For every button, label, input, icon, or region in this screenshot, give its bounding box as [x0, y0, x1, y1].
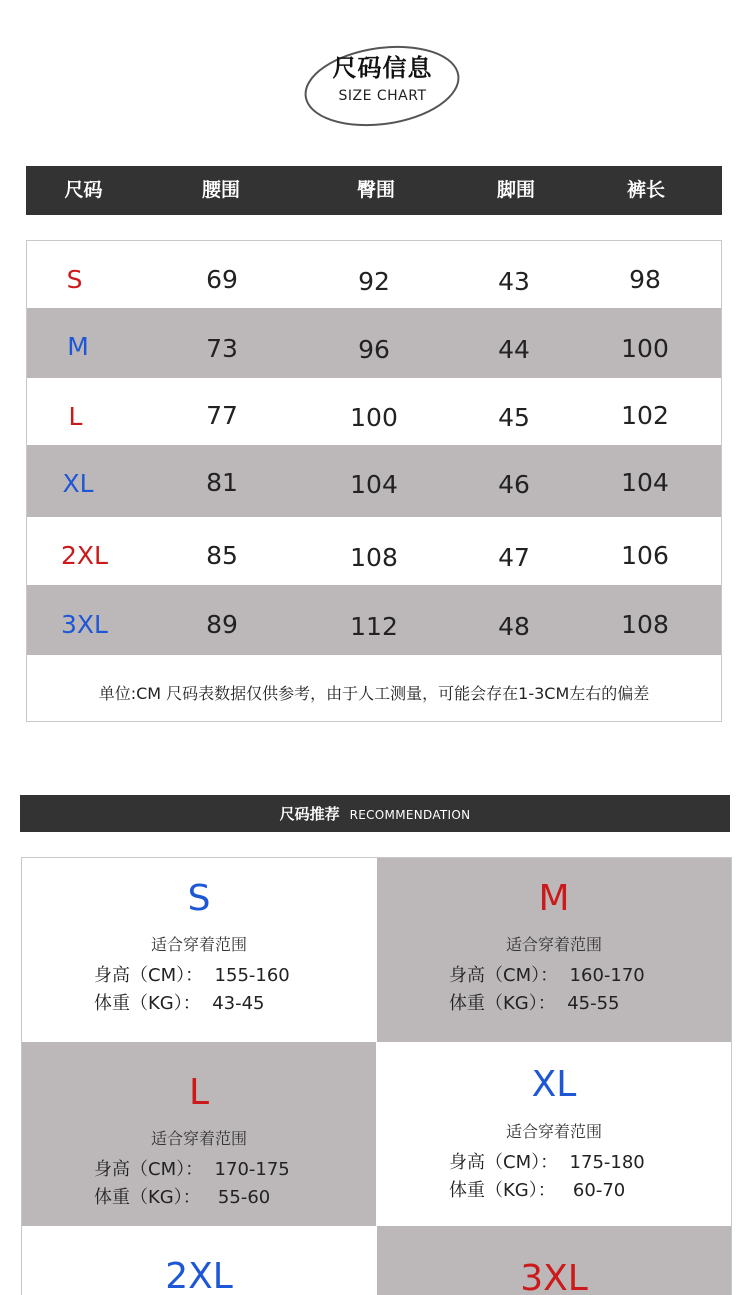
rec-weight: 体重（KG）： 43-45: [94, 993, 265, 1014]
table-row: [27, 517, 721, 585]
rec-height: 身高（CM）： 170-175: [94, 1159, 290, 1180]
rec-range-label: 适合穿着范围: [505, 935, 602, 954]
rec-card-3xl: [377, 1226, 731, 1295]
row-foot: 47: [498, 543, 530, 572]
rec-range-label: 适合穿着范围: [505, 1122, 602, 1141]
row-waist: 69: [206, 265, 238, 294]
row-hip: 104: [350, 470, 398, 499]
rec-weight: 体重（KG）： 45-55: [449, 993, 620, 1014]
recommendation-title-en: RECOMMENDATION: [349, 808, 471, 822]
header-length: 裤长: [626, 179, 665, 201]
row-waist: 73: [206, 334, 238, 363]
row-foot: 46: [498, 470, 530, 499]
row-length: 102: [621, 401, 669, 430]
recommendation-header: [20, 795, 730, 832]
row-hip: 112: [350, 612, 398, 641]
size-chart-title: [300, 40, 465, 130]
row-foot: 44: [498, 335, 530, 364]
row-hip: 100: [350, 403, 398, 432]
title-sub: SIZE CHART: [338, 88, 427, 104]
row-waist: 77: [206, 401, 238, 430]
rec-range-label: 适合穿着范围: [150, 1129, 247, 1148]
row-size: XL: [62, 469, 94, 498]
rec-height: 身高（CM）： 175-180: [449, 1152, 645, 1173]
row-waist: 89: [206, 610, 238, 639]
row-length: 108: [621, 610, 669, 639]
row-foot: 45: [498, 403, 530, 432]
table-row: [27, 585, 721, 655]
rec-weight: 体重（KG）： 55-60: [94, 1187, 271, 1208]
row-hip: 96: [358, 335, 390, 364]
rec-size: S: [187, 878, 211, 919]
row-size: 2XL: [61, 541, 108, 570]
header-foot: 脚围: [496, 179, 535, 201]
row-foot: 48: [498, 612, 530, 641]
rec-size: XL: [531, 1064, 577, 1105]
row-hip: 108: [350, 543, 398, 572]
table-row: [27, 445, 721, 517]
row-length: 98: [629, 265, 661, 294]
rec-size: M: [538, 878, 570, 919]
header-size: 尺码: [64, 179, 103, 201]
rec-size: 3XL: [520, 1258, 588, 1295]
rec-range-label: 适合穿着范围: [150, 935, 247, 954]
table-row: [27, 241, 721, 308]
row-size: 3XL: [61, 610, 108, 639]
table-row: [27, 308, 721, 378]
size-table-header: [26, 166, 722, 215]
rec-card-xl: [377, 1042, 731, 1226]
table-row: [27, 378, 721, 445]
row-length: 106: [621, 541, 669, 570]
rec-card-m: [377, 858, 731, 1042]
row-size: S: [66, 265, 83, 294]
rec-size: L: [188, 1072, 210, 1113]
rec-card-l: [22, 1042, 376, 1226]
row-waist: 85: [206, 541, 238, 570]
rec-size: 2XL: [165, 1256, 233, 1295]
recommendation-title-zh: 尺码推荐: [279, 805, 340, 823]
rec-height: 身高（CM）： 155-160: [94, 965, 290, 986]
row-hip: 92: [358, 267, 390, 296]
row-length: 100: [621, 334, 669, 363]
rec-height: 身高（CM）： 160-170: [449, 965, 645, 986]
row-foot: 43: [498, 267, 530, 296]
header-hip: 臀围: [356, 179, 395, 201]
row-size: L: [68, 402, 83, 431]
rec-card-2xl: [22, 1226, 376, 1295]
size-table: [26, 240, 722, 722]
recommendation-grid: [21, 857, 732, 1295]
row-size: M: [67, 332, 89, 361]
row-waist: 81: [206, 468, 238, 497]
rec-weight: 体重（KG）： 60-70: [449, 1180, 626, 1201]
row-length: 104: [621, 468, 669, 497]
title-main: 尺码信息: [332, 54, 433, 82]
measurement-note: 单位:CM 尺码表数据仅供参考，由于人工测量，可能会存在1-3CM左右的偏差: [98, 684, 650, 703]
rec-card-s: [22, 858, 376, 1042]
header-waist: 腰围: [201, 179, 240, 201]
